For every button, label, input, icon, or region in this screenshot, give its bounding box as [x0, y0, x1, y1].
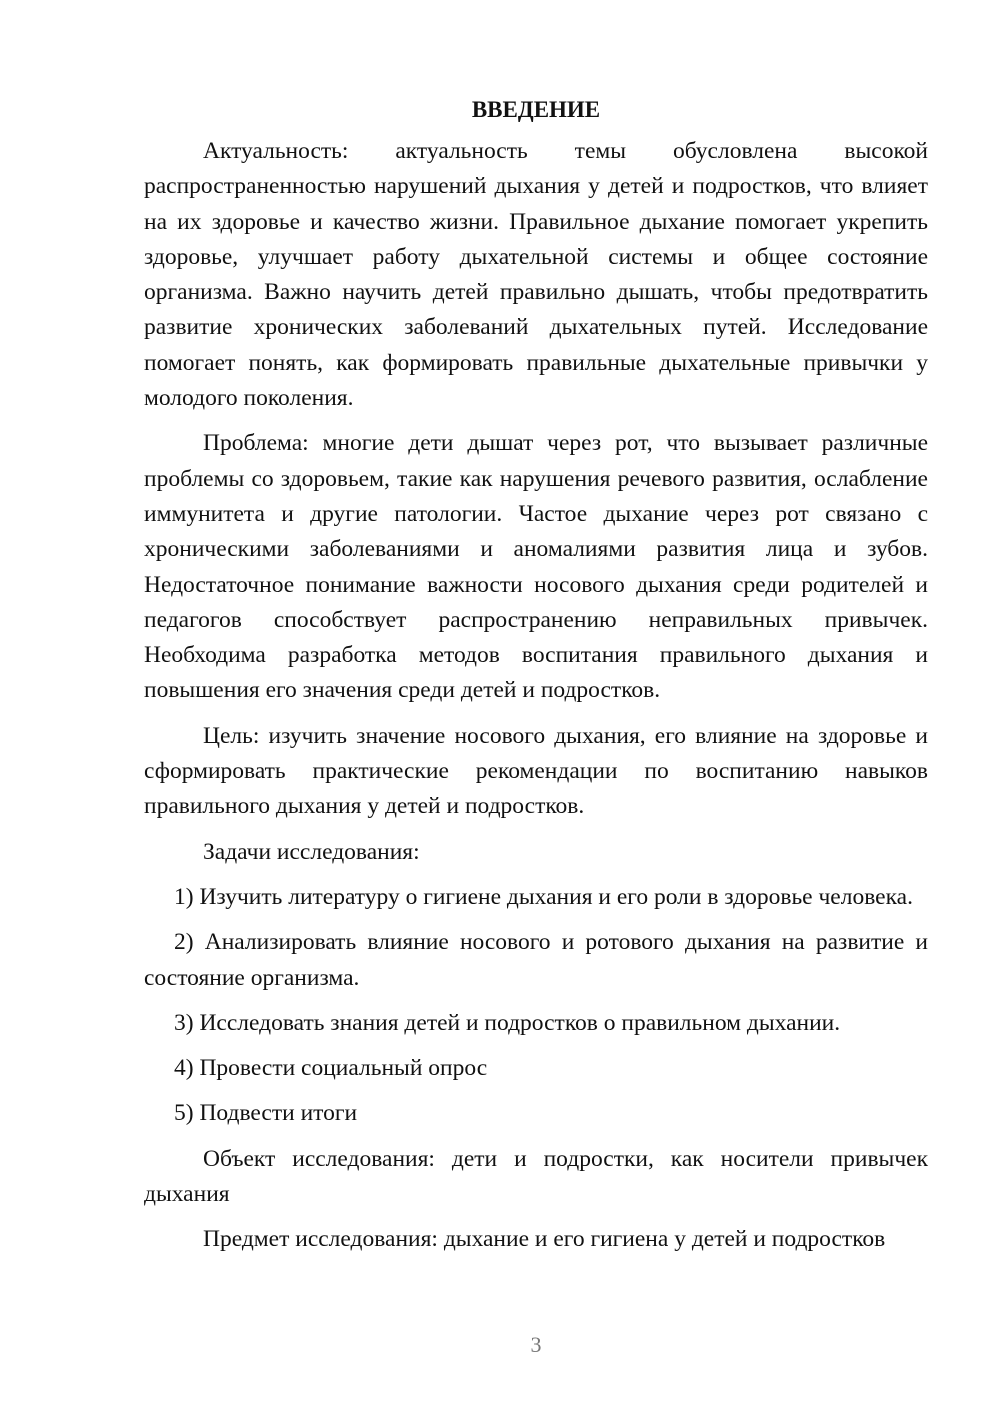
paragraph-relevance: Актуальность: актуальность темы обусловлена высокой распространенностью нарушений дыхания у детей и подростков, что влияет на их здоровье и качество жизни. Правильное дыхание помогает укрепить здоровье, улучшает работу дыхательной системы и общее состояние организма. Важно научить детей правильно дышать, чтобы предотвратить развитие хронических заболеваний дыхательных путей. Исследование помогает понять, как формировать правильные дыхательные привычки у молодого поколения.	[144, 138, 928, 412]
document-page	[144, 92, 928, 1268]
task-item-4: 4) Провести социальный опрос	[174, 1055, 488, 1082]
paragraph-goal: Цель: изучить значение носового дыхания, его влияние на здоровье и сформировать практические рекомендации по воспитанию навыков правильного дыхания у детей и подростков.	[144, 722, 928, 820]
page-number: 3	[530, 1332, 542, 1357]
task-item-2: 2) Анализировать влияние носового и ротового дыхания на развитие и состояние организма.	[144, 929, 928, 991]
task-item-1: 1) Изучить литературу о гигиене дыхания и его роли в здоровье человека.	[174, 883, 913, 910]
tasks-heading: Задачи исследования:	[203, 838, 420, 865]
task-item-5: 5) Подвести итоги	[174, 1100, 358, 1127]
page-title: ВВЕДЕНИЕ	[471, 97, 601, 122]
task-item-3: 3) Исследовать знания детей и подростков о правильном дыхании.	[174, 1009, 841, 1036]
paragraph-object: Объект исследования: дети и подростки, как носители привычек дыхания	[144, 1145, 928, 1208]
paragraph-subject: Предмет исследования: дыхание и его гигиена у детей и подростков	[203, 1226, 886, 1253]
paragraph-problem: Проблема: многие дети дышат через рот, что вызывает различные проблемы со здоровьем, такие как нарушения речевого развития, ослабление иммунитета и другие патологии. Частое дыхание через рот связано с хроническими заболеваниями и аномалиями развития лица и зубов. Недостаточное понимание важности носового дыхания среди родителей и педагогов способствует распространению неправильных привычек. Необходима разработка методов воспитания правильного дыхания и повышения его значения среди детей и подростков.	[144, 430, 928, 704]
